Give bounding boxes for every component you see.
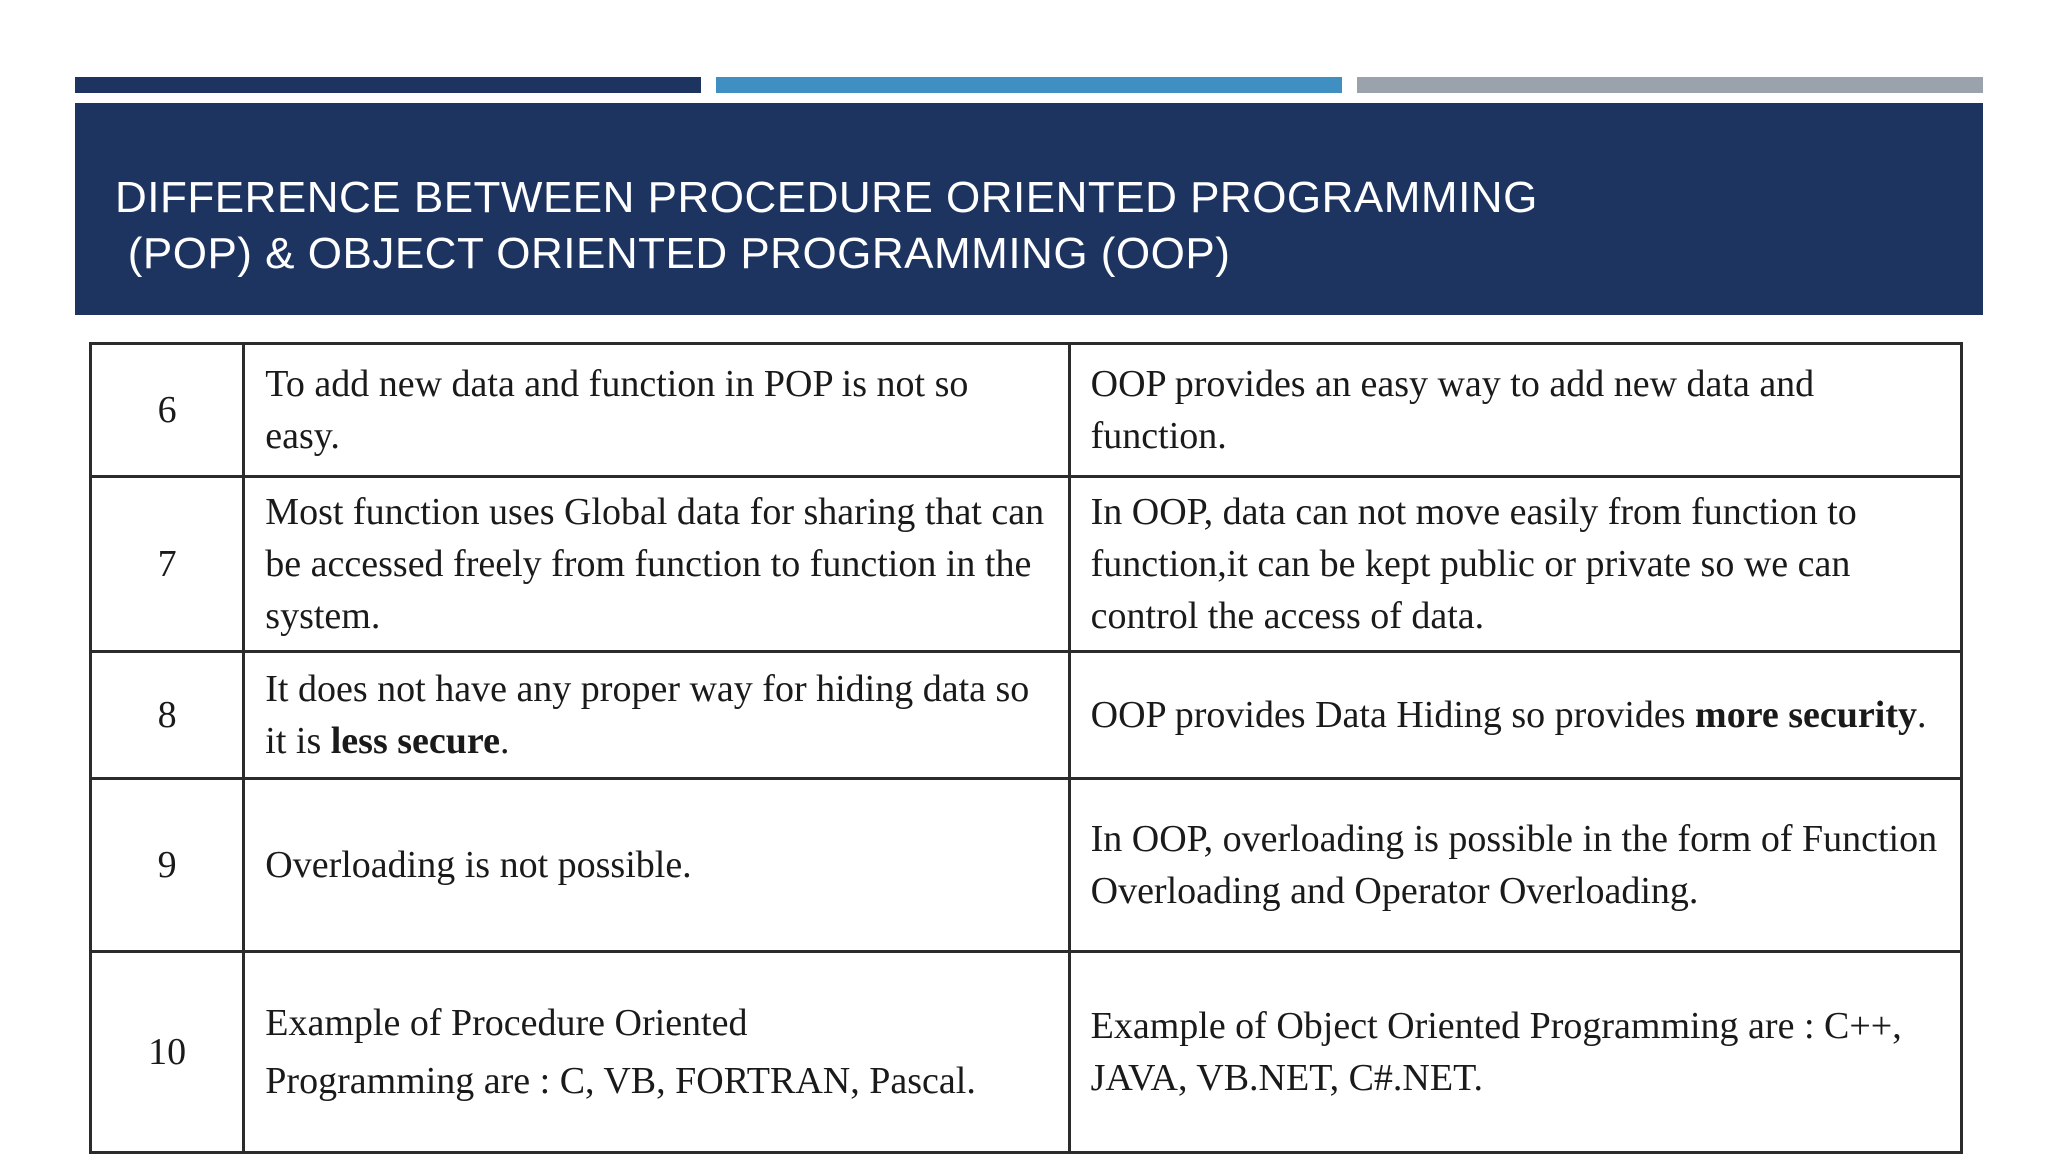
pop-cell	[244, 952, 1069, 1153]
accent-bar-blue	[716, 77, 1342, 93]
table-row	[91, 952, 1962, 1153]
oop-cell: In OOP, data can not move easily from function to function,it can be kept public or private so we can control the access of data.	[1069, 477, 1961, 652]
oop-cell: In OOP, overloading is possible in the form of Function Overloading and Operator Overloading.	[1069, 779, 1961, 952]
slide-title-line-2: (POP) & OBJECT ORIENTED PROGRAMMING (OOP)	[115, 229, 1231, 278]
pop-cell	[244, 652, 1069, 779]
row-number: 6	[91, 344, 244, 477]
table-row	[91, 344, 1962, 477]
table-row	[91, 652, 1962, 779]
pop-text: It does not have any proper way for hiding data so it is	[265, 668, 1030, 762]
row-number: 10	[91, 952, 244, 1153]
oop-cell	[1069, 652, 1961, 779]
pop-text-end: .	[499, 720, 510, 762]
accent-bar-navy	[75, 77, 701, 93]
oop-cell: Example of Object Oriented Programming are : C++, JAVA, VB.NET, C#.NET.	[1069, 952, 1961, 1153]
title-band	[75, 103, 1983, 315]
row-number: 9	[91, 779, 244, 952]
table-row	[91, 779, 1962, 952]
pop-cell: Most function uses Global data for sharing that can be accessed freely from function to function in the system.	[244, 477, 1069, 652]
row-number: 8	[91, 652, 244, 779]
accent-bar-gray	[1357, 77, 1983, 93]
oop-text-end: .	[1916, 694, 1927, 736]
table-row	[91, 477, 1962, 652]
slide-title-line-1: DIFFERENCE BETWEEN PROCEDURE ORIENTED PROGRAMMING	[115, 173, 1538, 222]
oop-emphasis: more security	[1695, 694, 1917, 736]
pop-cell: To add new data and function in POP is not so easy.	[244, 344, 1069, 477]
oop-text: OOP provides Data Hiding so provides	[1090, 694, 1696, 736]
row-number: 7	[91, 477, 244, 652]
pop-text-part-2: Programming are : C, VB, FORTRAN, Pascal.	[265, 1060, 976, 1102]
pop-emphasis: less secure	[330, 720, 500, 762]
comparison-table	[89, 342, 1963, 1154]
pop-cell: Overloading is not possible.	[244, 779, 1069, 952]
pop-text-part-1: Example of Procedure Oriented	[265, 1002, 748, 1044]
oop-cell: OOP provides an easy way to add new data and function.	[1069, 344, 1961, 477]
slide-title	[115, 170, 1538, 282]
